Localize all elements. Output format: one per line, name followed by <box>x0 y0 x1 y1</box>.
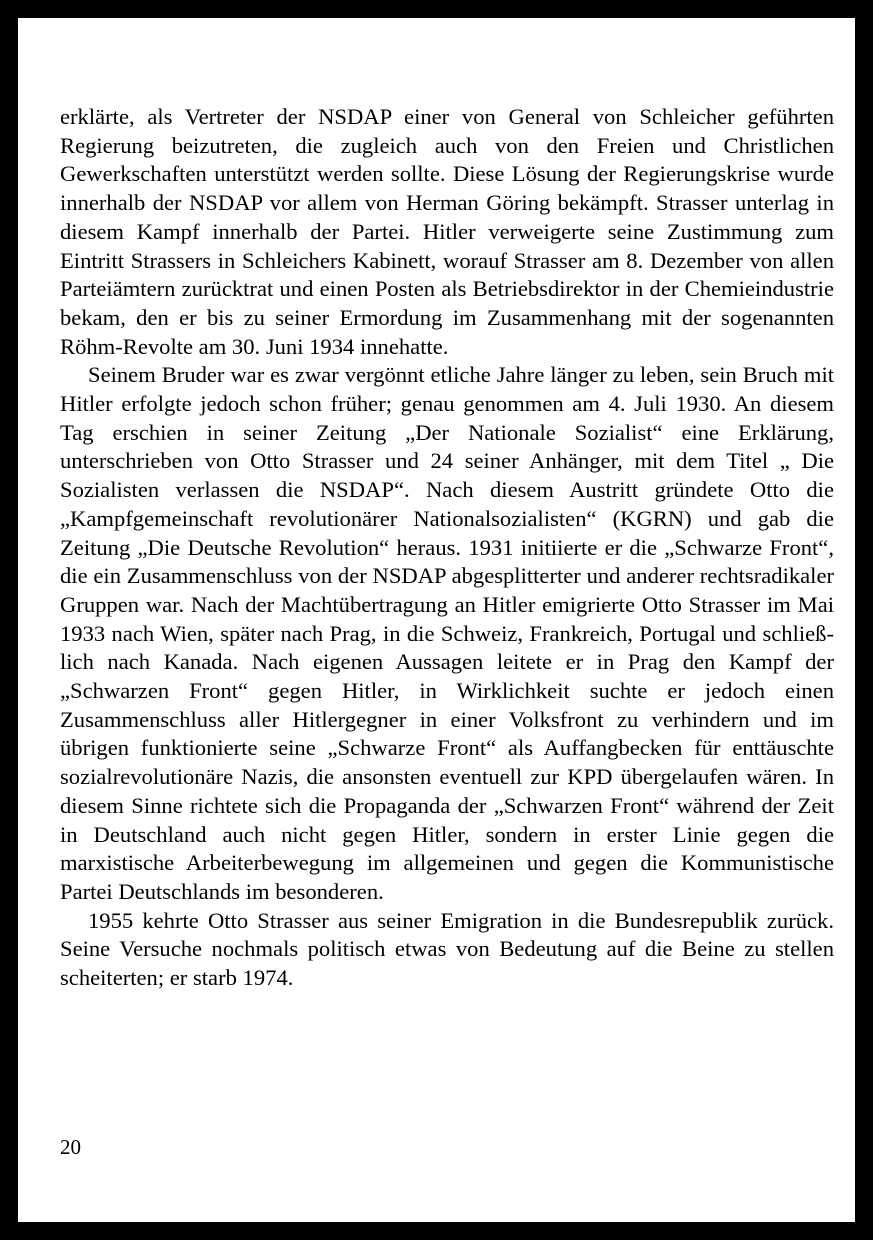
paragraph-3: 1955 kehrte Otto Strasser aus seiner Emigration in die Bundesrepublik zurück. Seine Versuche nochmals politisch etwas von Bedeutung auf die Beine zu stellen scheiterten; er starb 1974. <box>60 907 834 991</box>
body-text <box>60 103 834 993</box>
paragraph-2: Seinem Bruder war es zwar vergönnt etliche Jahre länger zu leben, sein Bruch mit Hitler erfolgte jedoch schon früher; genau genommen am 4. Juli 1930. An diesem Tag erschien in seiner Zeitung „Der Nationale Sozialist“ eine Erklärung, unterschrieben von Otto Strasser und 24 seiner Anhänger, mit dem Titel „ Die Sozialisten verlassen die NSDAP“. Nach diesem Austritt gründete Otto die „Kampfgemeinschaft revolutionärer Nationalsozialisten“ (KGRN) und gab die Zeitung „Die Deutsche Revolution“ heraus. 1931 initiierte er die „Schwarze Front“, die ein Zusammenschluss von der NSDAP abgesplitterter und anderer rechtsradikaler Gruppen war. Nach der Machtübertragung an Hitler emigrierte Otto Strasser im Mai 1933 nach Wien, später nach Prag, in die Schweiz, Frankreich, Portugal und schließlich nach Kanada. Nach eigenen Aussagen leitete er in Prag den Kampf der „Schwarzen Front“ gegen Hitler, in Wirklichkeit suchte er jedoch einen Zusammenschluss aller Hitlergegner in einer Volksfront zu verhindern und im übrigen funktionierte seine „Schwarze Front“ als Auffangbecken für enttäuschte sozialrevolutionäre Nazis, die ansonsten eventuell zur KPD übergelaufen wären. In diesem Sinne richtete sich die Propaganda der „Schwarzen Front“ während der Zeit in Deutschland auch nicht gegen Hitler, sondern in erster Linie gegen die marxistische Arbeiterbewegung im allgemeinen und gegen die Kommunistische Partei Deutschlands im besonderen. <box>60 362 834 904</box>
paragraph-1: erklärte, als Vertreter der NSDAP einer von General von Schleicher geführten Regierung beizutreten, die zugleich auch von den Freien und Christlichen Gewerkschaften unterstützt werden sollte. Diese Lösung der Regierungskrise wurde innerhalb der NSDAP vor allem von Herman Göring bekämpft. Strasser unterlag in diesem Kampf innerhalb der Partei. Hitler verweigerte seine Zustimmung zum Eintritt Strassers in Schleichers Kabinett, worauf Strasser am 8. Dezember von allen Parteiämtern zurücktrat und einen Posten als Betriebsdirektor in der Chemieindustrie bekam, den er bis zu seiner Ermordung im Zusammenhang mit der sogenannten Röhm-Revolte am 30. Juni 1934 innehatte. <box>60 104 834 359</box>
book-page <box>18 18 855 1222</box>
page-number: 20 <box>60 1135 81 1159</box>
